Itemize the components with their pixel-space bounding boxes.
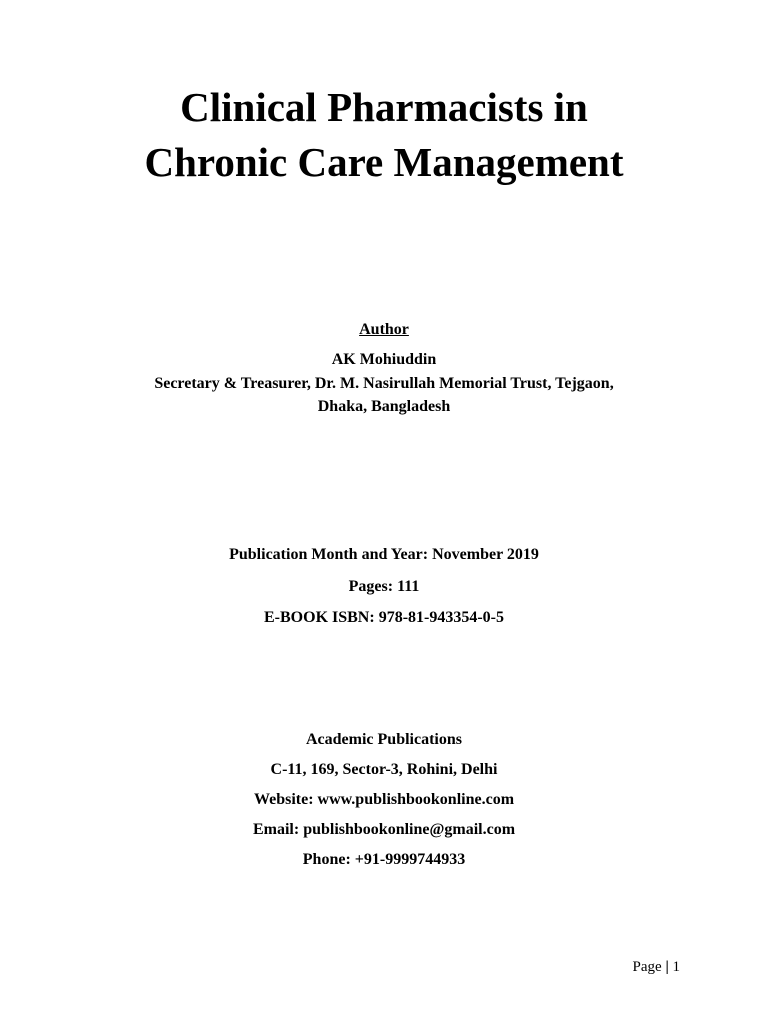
publication-isbn: E-BOOK ISBN: 978-81-943354-0-5	[264, 609, 504, 626]
document-title	[0, 80, 768, 190]
publisher-name: Academic Publications	[306, 731, 462, 748]
publisher-email: Email: publishbookonline@gmail.com	[252, 821, 516, 838]
author-heading: Author	[359, 321, 409, 338]
title-line-1: Clinical Pharmacists in	[180, 84, 588, 130]
author-affiliation-line-2: Dhaka, Bangladesh	[317, 398, 451, 415]
author-affiliation-line-1: Secretary & Treasurer, Dr. M. Nasirullah Memorial Trust, Tejgaon,	[154, 375, 614, 392]
page-label: Page	[632, 959, 662, 975]
page-separator: |	[665, 959, 669, 975]
title-line-2: Chronic Care Management	[144, 139, 624, 185]
publisher-website: Website: www.publishbookonline.com	[253, 791, 515, 808]
publisher-address: C-11, 169, Sector-3, Rohini, Delhi	[270, 761, 498, 778]
author-name: AK Mohiuddin	[331, 351, 437, 368]
publisher-phone: Phone: +91-9999744933	[302, 851, 466, 868]
page-number: 1	[672, 959, 680, 975]
page-footer	[633, 958, 680, 976]
publication-pages: Pages: 111	[348, 578, 420, 595]
publication-month-year: Publication Month and Year: November 2019	[229, 546, 539, 563]
